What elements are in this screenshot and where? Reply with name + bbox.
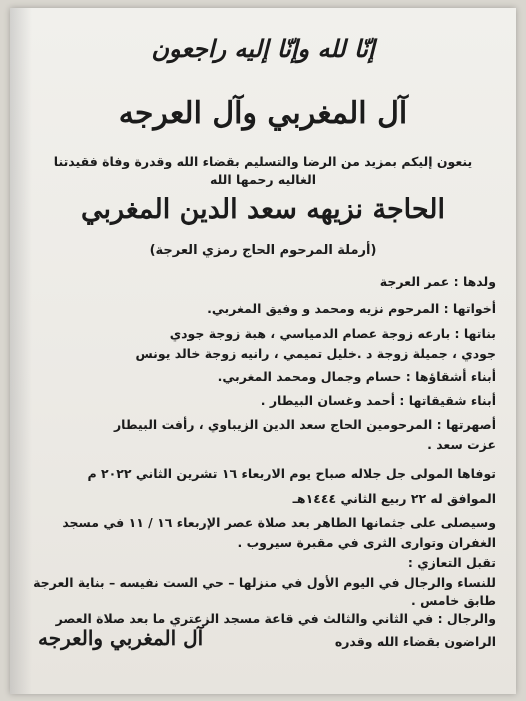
siblings-line: أخواتها : المرحوم نزيه ومحمد و وفيق المغربي. xyxy=(207,301,496,316)
closing-line: الراضون بقضاء الله وقدره xyxy=(334,634,496,649)
son-line: ولدها : عمر العرجة xyxy=(379,274,496,289)
quran-verse: إنّا لله وإنّا إليه راجعون xyxy=(151,34,375,63)
prayer-line-1: وسيصلى على جثمانها الطاهر بعد صلاة عصر الإربعاء ١٦ / ١١ في مسجد xyxy=(62,515,496,530)
condolences-title: تقبل التعازي : xyxy=(407,555,496,570)
daughters-line-1: بناتها : بارعه زوجة عصام الدمياسي ، هبة زوجة جودي xyxy=(169,326,496,341)
death-line-2: الموافق له ٢٢ ربيع الثاني ١٤٤٤هـ xyxy=(292,491,496,506)
intro-line-2: الغاليه رحمها الله xyxy=(210,172,316,187)
prayer-line-2: الغفران وتوارى الثرى في مقبرة سيروب . xyxy=(237,535,496,550)
obituary-sheet xyxy=(10,8,516,694)
condolences-women-1: للنساء والرجال في اليوم الأول في منزلها – حي الست نفيسه – بناية العرجة xyxy=(33,575,496,590)
brothers-sons-line: أبناء أشقاؤها : حسام وجمال ومحمد المغربي. xyxy=(217,369,496,384)
obituary-content xyxy=(24,8,502,694)
condolences-women-2: طابق خامس . xyxy=(411,593,496,608)
inlaws-line-2: عزت سعد . xyxy=(427,437,496,452)
families-heading: آل المغربي وآل العرجه xyxy=(118,96,408,131)
inlaws-line-1: أصهرتها : المرحومين الحاج سعد الدين الزيباوي ، رأفت البيطار xyxy=(113,417,496,432)
closing-families: آل المغربي والعرجه xyxy=(38,626,204,650)
condolences-men: والرجال : في الثاني والثالث في قاعة مسجد الزعتري ما بعد صلاة العصر xyxy=(55,611,496,626)
intro-line-1: ينعون إليكم بمزيد من الرضا والتسليم بقضاء الله وقدرة وفاة فقيدتنا xyxy=(53,154,473,169)
daughters-line-2: جودي ، جميلة زوجة د .خليل تميمي ، رانيه زوجة خالد يونس xyxy=(135,346,496,361)
death-line-1: توفاها المولى جل جلاله صباح يوم الاربعاء ١٦ تشرين الثاني ٢٠٢٢ م xyxy=(87,466,496,481)
sisters-sons-line: أبناء شقيقاتها : أحمد وغسان البيطار . xyxy=(260,393,496,408)
widow-of: (أرملة المرحوم الحاج رمزي العرجة) xyxy=(149,243,377,258)
deceased-name: الحاجة نزيهه سعد الدين المغربي xyxy=(80,194,446,225)
